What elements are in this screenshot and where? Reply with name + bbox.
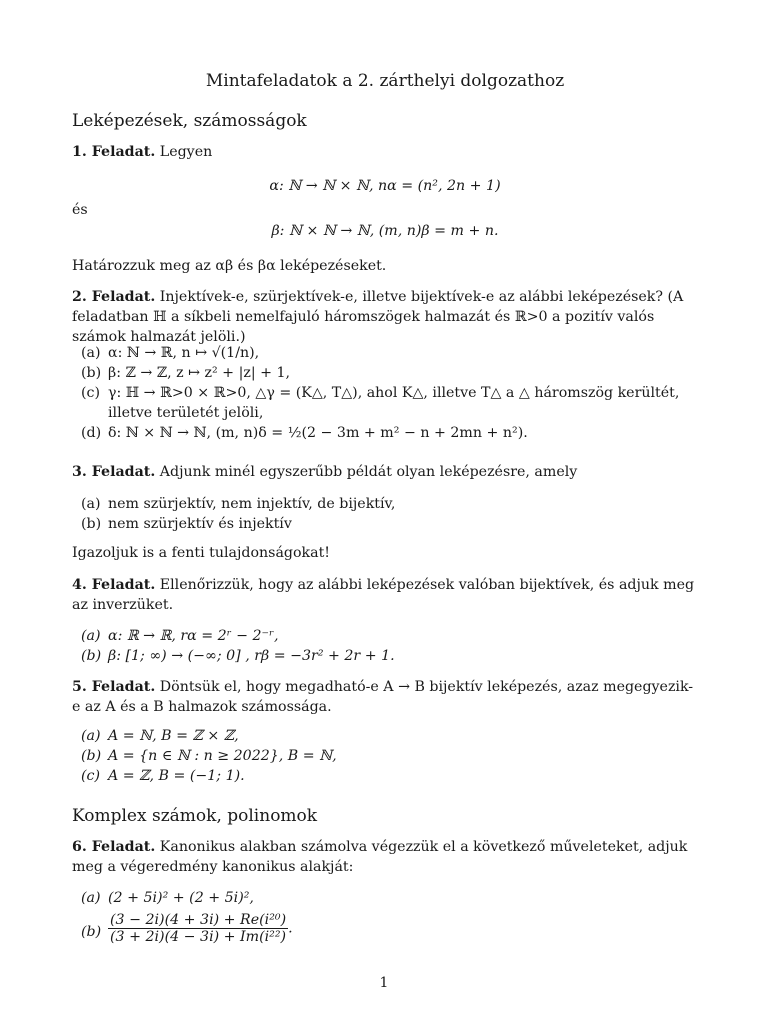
section-heading-2: Komplex számok, polinomok (72, 806, 318, 826)
problem-3-list (72, 494, 698, 534)
list-item: (b) A = {n ∈ ℕ : n ≥ 2022}, B = ℕ, (81, 748, 337, 764)
list-item: (a) α: ℝ → ℝ, rα = 2ʳ − 2⁻ʳ, (81, 628, 279, 644)
list-item: (b) β: [1; ∞) → (−∞; 0] , rβ = −3r² + 2r + 1. (81, 648, 395, 664)
problem-6-list (72, 888, 698, 945)
list-item: (d) δ: ℕ × ℕ → ℕ, (m, n)δ = ½(2 − 3m + m² − n + 2mn + n²). (81, 425, 528, 441)
problem-6 (72, 837, 698, 877)
problem-5 (72, 677, 698, 717)
problem-5-text: Döntsük el, hogy megadható-e A → B bijektív leképezés, azaz megegyezik-e az A és a B halmazok számossága. (72, 679, 694, 715)
problem-3-after: Igazoljuk is a fenti tulajdonságokat! (72, 545, 330, 561)
list-item: (a) nem szürjektív, nem injektív, de bijektív, (81, 496, 396, 512)
problem-4-list (72, 626, 698, 666)
problem-1 (72, 142, 698, 162)
section-heading-1: Leképezések, számosságok (72, 111, 307, 131)
problem-2 (72, 287, 698, 347)
problem-3 (72, 462, 698, 482)
problem-1-intro: Legyen (159, 144, 213, 160)
fraction: $\frac{\text{(3 − 2i)(4 + 3i) + Re(i²⁰)}}{\text{(3 + 2i)(4 − 3i) + Im(i²²)}}$ (110, 912, 287, 945)
problem-6-text: Kanonikus alakban számolva végezzük el a következő műveleteket, adjuk meg a végeredmény kanonikus alakját: (72, 839, 688, 875)
page-title: Mintafeladatok a 2. zárthelyi dolgozathoz (205, 71, 565, 91)
problem-2-text: Injektívek-e, szürjektívek-e, illetve bijektívek-e az alábbi leképezések? (A feladatban ℍ a síkbeli nemelfajuló háromszögek halmazát és ℝ>0 a pozitív valós számok halmazát jelöli.) (72, 289, 684, 345)
problem-4-text: Ellenőrizzük, hogy az alábbi leképezések valóban bijektívek, és adjuk meg az inverzüket. (72, 577, 695, 613)
problem-5-list (72, 726, 698, 786)
problem-3-heading: 3. Feladat. (72, 464, 156, 480)
list-item: (a) A = ℕ, B = ℤ × ℤ, (81, 728, 239, 744)
list-item: (b) nem szürjektív és injektív (81, 516, 292, 532)
problem-1-eq2: β: ℕ × ℕ → ℕ, (m, n)β = m + n. (271, 223, 499, 239)
problem-1-and: és (72, 202, 88, 218)
list-item: (c) γ: ℍ → ℝ>0 × ℝ>0, △γ = (K△, T△), ahol K△, illetve T△ a △ háromszög kerültét, illetve területét jelöli, (81, 385, 680, 421)
list-item: (c) A = ℤ, B = (−1; 1). (81, 768, 245, 784)
page-number: 1 (379, 975, 389, 991)
list-item: (a) α: ℕ → ℝ, n ↦ √(1/n), (81, 345, 260, 361)
problem-4 (72, 575, 698, 615)
list-item: (a) (2 + 5i)² + (2 + 5i)², (81, 890, 254, 906)
problem-5-heading: 5. Feladat. (72, 679, 156, 695)
problem-2-list (72, 343, 698, 443)
list-item: (b) β: ℤ → ℤ, z ↦ z² + |z| + 1, (81, 365, 291, 381)
problem-1-task: Határozzuk meg az αβ és βα leképezéseket. (72, 258, 387, 274)
list-item: (b) $\frac{\text{(3 − 2i)(4 + 3i) + Re(i²⁰)}}{\text{(3 + 2i)(4 − 3i) + Im(i²²)}}$ . (81, 912, 293, 945)
problem-1-heading: 1. Feladat. (72, 144, 156, 160)
problem-3-text: Adjunk minél egyszerűbb példát olyan leképezésre, amely (159, 464, 578, 480)
problem-6-heading: 6. Feladat. (72, 839, 156, 855)
problem-1-eq1: α: ℕ → ℕ × ℕ, nα = (n², 2n + 1) (269, 178, 501, 194)
problem-4-heading: 4. Feladat. (72, 577, 156, 593)
problem-2-heading: 2. Feladat. (72, 289, 156, 305)
